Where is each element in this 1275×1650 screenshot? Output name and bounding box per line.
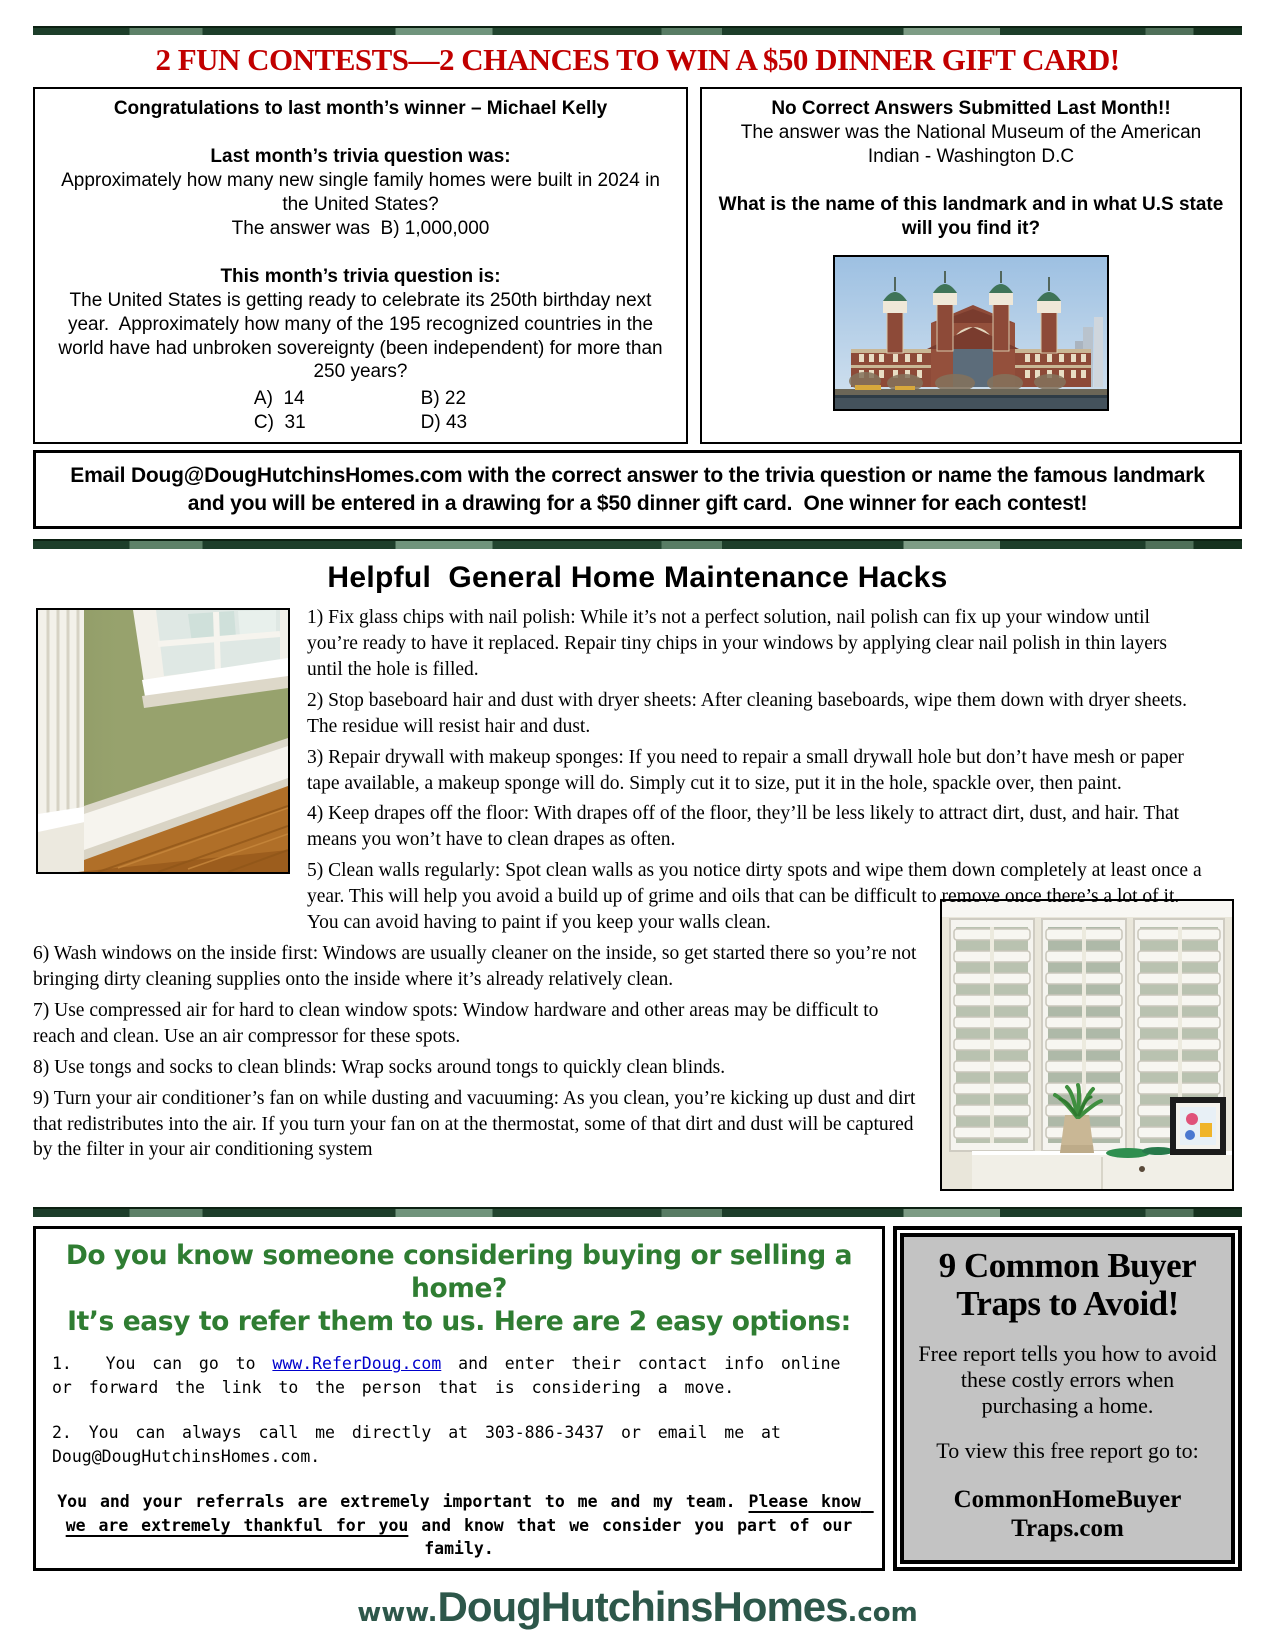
- referral-heading-line1: Do you know someone considering buying or selling a home?: [65, 1240, 853, 1305]
- contest-row: [33, 87, 1242, 444]
- banner-text-post: with the correct answer to the trivia question or name the famous landmark and you will be entered in a drawing for a $50 dinner gift card. One winner for each contest!: [187, 464, 1211, 515]
- bottom-divider-bar: [33, 1207, 1242, 1217]
- buyer-traps-inner: [900, 1233, 1235, 1564]
- maintenance-tip-5: 5) Clean walls regularly: Spot clean walls as you notice dirty spots and wipe them down completely at least once a year. This will help you avoid a build up of grime and oils that can be difficult to remove once there’s a lot of it. You can avoid having to paint if you keep your walls clean.: [307, 860, 1207, 934]
- trivia-options: [254, 388, 467, 434]
- landmark-question: What is the name of this landmark and in what U.S state will you find it?: [718, 193, 1229, 239]
- landmark-contest-box: [700, 87, 1242, 444]
- shutters-photo: [940, 899, 1234, 1191]
- contest-email-link[interactable]: Doug@DougHutchinsHomes.com: [130, 464, 463, 488]
- option2-text-pre: 2. You can always call me directly at: [52, 1423, 485, 1443]
- referral-box: [33, 1226, 885, 1571]
- referral-heading-line2: It’s easy to refer them to us. Here are 2 easy options:: [67, 1306, 851, 1338]
- last-question-text: Approximately how many new single family homes were built in 2024 in the United States?: [61, 169, 666, 215]
- closing-text-post: and know that we consider you part of our family.: [408, 1515, 866, 1558]
- maintenance-tip-4: 4) Keep drapes off the floor: With drapes off of the floor, they’ll be less likely to attract dirt, dust, and hair. That means you won’t have to clean drapes as often.: [307, 803, 1184, 851]
- this-question-text: The United States is getting ready to celebrate its 250th birthday next year. Approximately how many of the 195 recognized countries in the world have had unbroken sovereignty (been independent) for more than 250 years?: [58, 289, 668, 383]
- last-answer-text: The answer was B) 1,000,000: [231, 217, 490, 239]
- option2-text-mid: or email me at: [604, 1423, 798, 1443]
- landmark-last-answer: The answer was the National Museum of the American Indian - Washington D.C: [740, 121, 1207, 167]
- top-divider-bar: [33, 26, 1242, 35]
- option-a: A) 14: [253, 388, 305, 410]
- maintenance-tip-8: 8) Use tongs and socks to clean blinds: Wrap socks around tongs to quickly clean blinds.: [33, 1056, 726, 1078]
- landmark-photo: [833, 255, 1109, 411]
- option1-text-post: and enter their contact info online or forward the link to the person that is considering a move.: [52, 1354, 858, 1397]
- referral-option-1: [52, 1352, 866, 1399]
- maintenance-tip-7: 7) Use compressed air for hard to clean window spots: Window hardware and other areas may be difficult to reach and clean. Use an air compressor for these spots.: [33, 999, 884, 1047]
- buyer-traps-body: Free report tells you how to avoid these costly errors when purchasing a home.: [918, 1340, 1217, 1418]
- maintenance-section-title: Helpful General Home Maintenance Hacks: [327, 560, 948, 594]
- baseboard-photo: [36, 608, 290, 874]
- maintenance-section: [33, 605, 1242, 1197]
- baseboard-photo-illustration: [38, 610, 288, 872]
- section-divider-bar: [33, 539, 1242, 549]
- referral-option-2: [52, 1421, 866, 1468]
- footer-tld: .com: [847, 1598, 918, 1629]
- option-b: B) 22: [420, 388, 467, 410]
- maintenance-tip-2: 2) Stop baseboard hair and dust with dryer sheets: After cleaning baseboards, wipe them down with dryer sheets. The residue will resist hair and dust.: [307, 689, 1192, 737]
- buyer-traps-site[interactable]: [916, 1486, 1219, 1544]
- referral-email[interactable]: Doug@DougHutchinsHomes.com: [52, 1446, 311, 1466]
- buyer-traps-site-line1: CommonHomeBuyer: [953, 1486, 1182, 1514]
- buyer-traps-site-line2: Traps.com: [1011, 1515, 1124, 1543]
- maintenance-tip-6: 6) Wash windows on the inside first: Windows are usually cleaner on the inside, so get started there so you’re not bringing dirty cleaning supplies onto the inside where it’s already relatively clean.: [33, 943, 922, 990]
- landmark-no-winner-line: No Correct Answers Submitted Last Month!!: [771, 98, 1171, 119]
- footer-domain: DougHutchinsHomes: [437, 1583, 848, 1631]
- closing-text-pre: You and your referrals are extremely important to me and my team.: [57, 1492, 749, 1512]
- banner-text-pre: Email: [70, 464, 131, 488]
- last-question-label: Last month’s trivia question was:: [210, 145, 511, 167]
- option1-text-pre: 1. You can go to: [52, 1354, 273, 1374]
- referral-closing: [52, 1490, 874, 1560]
- option2-text-end: .: [310, 1446, 321, 1466]
- this-question-label: This month’s trivia question is:: [220, 265, 501, 287]
- option-c: C) 31: [253, 412, 306, 434]
- option-d: D) 43: [420, 412, 468, 434]
- maintenance-tip-1: 1) Fix glass chips with nail polish: While it’s not a perfect solution, nail polish can fix up your window until you’re ready to have it replaced. Repair tiny chips in your windows by applying clear nail polish in thin layers until the hole is filled.: [307, 606, 1172, 680]
- maintenance-tip-9: 9) Turn your air conditioner’s fan on while dusting and vacuuming: As you clean, you’re kicking up dust and dirt that redistributes into the air. If you turn your fan on at the thermostat, some of that dirt and dust will be captured by the filter in your air conditioning system: [33, 1087, 921, 1161]
- footer-www: www.: [357, 1598, 438, 1629]
- maintenance-tip-3: 3) Repair drywall with makeup sponges: If you need to repair a small drywall hole but don’t have mesh or paper tape available, a makeup sponge will do. Simply cut it to size, put it in the hole, spackle over, then paint.: [307, 746, 1189, 794]
- referral-heading: [52, 1239, 866, 1338]
- refer-doug-link[interactable]: www.ReferDoug.com: [272, 1354, 442, 1374]
- ellis-island-photo-illustration: [835, 257, 1107, 409]
- shutters-photo-illustration: [942, 901, 1232, 1189]
- trivia-winner-line: Congratulations to last month’s winner – Michael Kelly: [113, 98, 608, 119]
- buyer-traps-title: 9 Common Buyer Traps to Avoid!: [938, 1246, 1197, 1323]
- contest-header: 2 FUN CONTESTS—2 CHANCES TO WIN A $50 DINNER GIFT CARD!: [155, 42, 1120, 77]
- phone-number[interactable]: 303-886-3437: [484, 1423, 605, 1443]
- buyer-traps-cta: To view this free report go to:: [936, 1438, 1199, 1464]
- email-banner: [33, 450, 1242, 529]
- bottom-row: [33, 1226, 1242, 1571]
- buyer-traps-box: [893, 1226, 1242, 1571]
- trivia-contest-box: [33, 87, 688, 444]
- footer-website[interactable]: [33, 1583, 1242, 1631]
- email-banner-text: [66, 462, 1209, 517]
- closing-underlined-text: Please know we are extremely thankful for you: [65, 1492, 874, 1535]
